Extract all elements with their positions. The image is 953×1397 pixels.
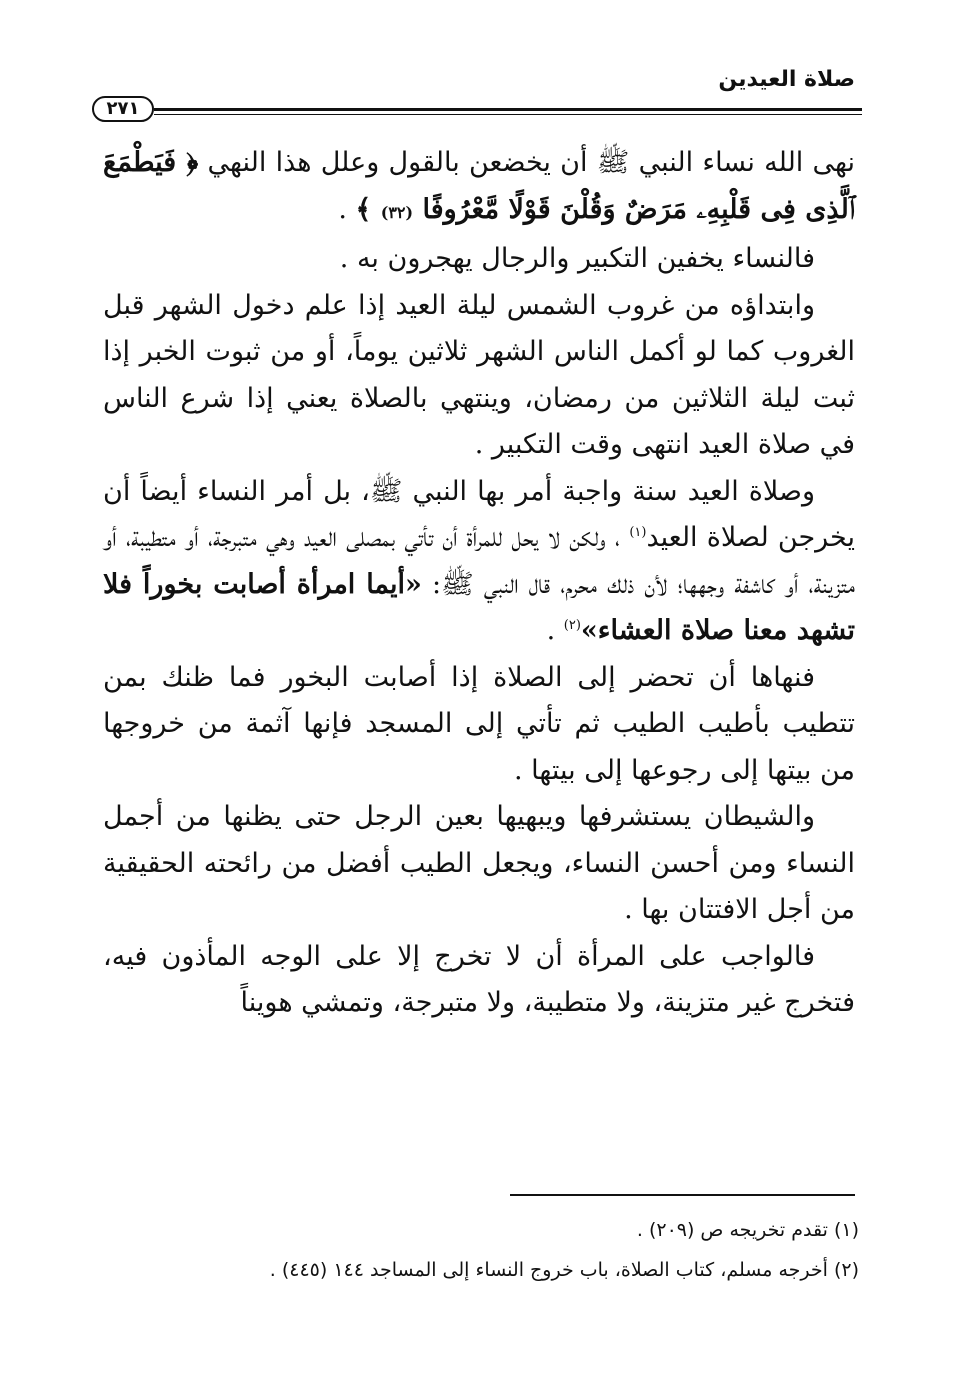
paragraph-3: وابتداؤه من غروب الشمس ليلة العيد إذا علم دخول الشهر قبل الغروب كما لو أكمل الناس الشهر ثلاثين يوماً، أو من ثبوت الخبر إذا ثبت ليلة الثلاثين من رمضان، وينتهي بالصلاة يعني إذا شرع الناس في صلاة العيد انتهى وقت التكبير .: [103, 289, 855, 460]
paragraph-5: فنهاها أن تحضر إلى الصلاة إذا أصابت البخور فما ظنك بمن تتطيب بأطيب الطيب ثم تأتي إلى المسجد فإنها آثمة من خروجها من بيتها إلى رجوعها إلى بيتها .: [103, 661, 855, 786]
header-rule-thin: [154, 114, 862, 115]
quran-verse: فَيَطْمَعَ ٱلَّذِى فِى قَلْبِهِۦ مَرَضٌ وَقُلْنَ قَوْلًا مَّعْرُوفًا: [103, 147, 855, 225]
header-rule-thick: [154, 108, 862, 111]
quran-close-bracket: ﴾: [355, 193, 372, 225]
footnote-ref-2: (٢): [563, 618, 581, 633]
page-number: ٢٧١: [92, 96, 154, 122]
paragraph-1-text: نهى الله نساء النبي ﷺ أن يخضعن بالقول وعلل هذا النهي: [207, 147, 856, 178]
main-text: [103, 140, 855, 1027]
footnotes: [99, 1210, 859, 1290]
paragraph-4-part-1: وصلاة العيد سنة واجبة أمر بها النبي ﷺ، بل أمر النساء أيضاً أن يخرجن لصلاة العيد: [103, 475, 855, 553]
paragraph-4-part-2: ، ولكن لا يحل للمرأة أن تأتي بمصلى العيد وهي متبرجة، أو متطيبة، أو متزينة، أو كاشفة وجهها؛ لأن ذلك محرم، قال النبي ﷺ:: [103, 522, 855, 600]
ayah-number: (٣٢): [380, 202, 414, 222]
paragraph-6: والشيطان يستشرفها ويبهيها بعين الرجل حتى يظنها من أجمل النساء ومن أحسن النساء، ويجعل الطيب أفضل من رائحته الحقيقية من أجل الافتتان بها .: [103, 801, 855, 925]
paragraph-1-end: .: [338, 193, 347, 225]
paragraph-2: فالنساء يخفين التكبير والرجال يهجرون به .: [339, 243, 815, 274]
footnote-ref-1: (١): [629, 525, 647, 540]
paragraph-4-end: .: [546, 615, 564, 646]
hadith-quote: «أيما امرأة أصابت بخوراً فلا تشهد معنا صلاة العشاء»: [103, 568, 855, 646]
paragraph-7: فالواجب على المرأة أن لا تخرج إلا على الوجه المأذون فيه، فتخرج غير متزينة، ولا متطيبة، ولا متبرجة، وتمشي هويناً: [103, 940, 855, 1018]
paragraph-1: [103, 140, 855, 236]
header-rule: [92, 96, 862, 126]
footnote-separator: [510, 1194, 855, 1196]
paragraph-4: [103, 469, 855, 655]
quran-open-bracket: ﴿: [186, 147, 199, 178]
footnote-2: (٢) أخرجه مسلم، كتاب الصلاة، باب خروج النساء إلى المساجد ١٤٤ (٤٤٥) .: [269, 1259, 859, 1281]
running-title: صلاة العيدين: [718, 67, 855, 92]
footnote-1: (١) تقدم تخريجه ص (٢٠٩) .: [636, 1219, 859, 1241]
